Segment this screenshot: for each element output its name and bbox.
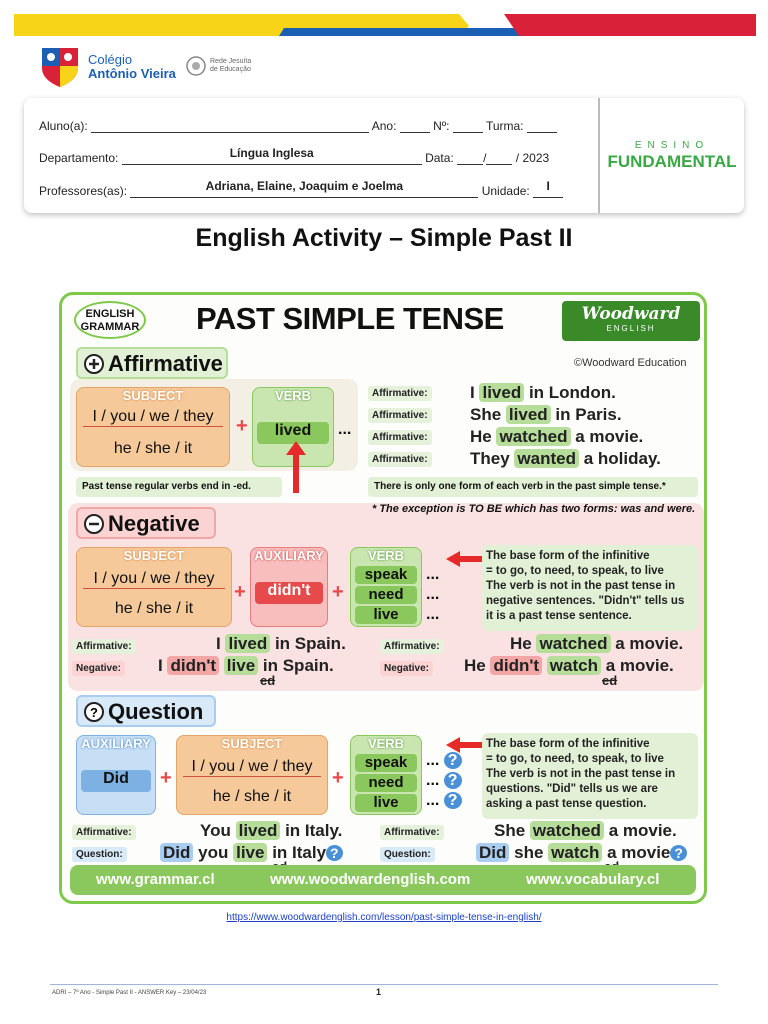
data-year: / 2023	[515, 151, 550, 165]
example-label: Question:	[380, 847, 435, 862]
turma-label: Turma:	[485, 119, 524, 133]
jesuit-network-icon	[186, 56, 206, 76]
data-day-field[interactable]	[457, 152, 483, 165]
departamento-value: Língua Inglesa	[229, 146, 314, 160]
affirmative-note-right: There is only one form of each verb in the past simple tense.*	[368, 477, 698, 497]
unidade-label: Unidade:	[481, 184, 530, 198]
affirmative-subject-box	[76, 387, 230, 467]
affirmative-example: He watched a movie.	[470, 427, 644, 446]
negative-example-right-neg: He didn't watch a movie.	[464, 656, 674, 675]
woodward-brand-sub: ENGLISH	[606, 324, 656, 333]
professores-field[interactable]	[130, 179, 478, 198]
question-mark-icon	[84, 702, 104, 722]
footer-link-woodward[interactable]: www.woodwardenglish.com	[270, 871, 471, 888]
negative-example-left-aff: I lived in Spain.	[216, 634, 346, 653]
plus-sign: +	[236, 415, 248, 437]
affirmative-examples	[368, 379, 688, 471]
plus-sign: +	[332, 767, 344, 789]
affirmative-example: She lived in Paris.	[470, 405, 622, 424]
departamento-field[interactable]	[122, 146, 422, 165]
example-label: Affirmative:	[368, 386, 432, 401]
footer-link-vocabulary[interactable]: www.vocabulary.cl	[526, 871, 660, 888]
plus-sign: +	[332, 581, 344, 603]
question-example-left-aff: You lived in Italy.	[200, 821, 343, 840]
affirmative-note-left: Past tense regular verbs end in -ed.	[76, 477, 282, 497]
negative-title: Negative	[108, 511, 200, 536]
example-label: Affirmative:	[380, 639, 444, 654]
svg-text:?: ?	[90, 705, 98, 720]
school-logo	[40, 46, 280, 90]
question-example-right-aff: She watched a movie.	[494, 821, 677, 840]
negative-example-right-aff: He watched a movie.	[510, 634, 684, 653]
fundamental-label: FUNDAMENTAL	[607, 152, 737, 171]
affirmative-formula	[70, 379, 358, 471]
negative-aux-box	[250, 547, 328, 627]
negative-note-line1: The base form of the infinitive	[486, 550, 650, 562]
school-name-line2: Antônio Vieira	[88, 66, 176, 81]
affirmative-example: I lived in London.	[470, 383, 616, 402]
example-label: Affirmative:	[72, 639, 136, 654]
negative-note-line3: The verb is not in the past tense in negative sentences. "Didn't" tells us it is a past tense sentence.	[486, 580, 685, 622]
page-footer	[50, 984, 718, 1004]
negative-header	[76, 507, 216, 539]
numero-label: Nº:	[433, 119, 450, 133]
negative-aux-head: AUXILIARY	[254, 548, 324, 563]
unidade-value: I	[546, 179, 550, 193]
negative-example-left-neg: I didn't live in Spain.	[158, 656, 334, 675]
exception-note: * The exception is TO BE which has two forms: was and were.	[372, 503, 696, 515]
example-label: Question:	[72, 847, 127, 862]
negative-verb-2: live	[355, 606, 417, 624]
english-grammar-badge: ENGLISH GRAMMAR	[74, 301, 146, 339]
question-note-line3: The verb is not in the past tense in questions. "Did" tells us we are asking a past tense question.	[486, 768, 676, 810]
question-dots: ... ? ... ? ... ?	[426, 751, 462, 811]
ano-field[interactable]	[400, 120, 430, 133]
network-name-line1: Rede Jesuíta	[210, 58, 252, 65]
footer-link-grammar[interactable]: www.grammar.cl	[96, 871, 215, 888]
data-month-field[interactable]	[486, 152, 512, 165]
data-label: Data:	[425, 151, 454, 165]
negative-verb-head: VERB	[367, 548, 405, 563]
plus-sign: +	[234, 581, 246, 603]
woodward-logo	[562, 301, 700, 341]
question-note-box	[482, 733, 698, 819]
negative-subject-head: SUBJECT	[123, 548, 185, 563]
affirmative-verb: lived	[257, 422, 329, 444]
question-verb-box	[350, 735, 422, 815]
school-name-line1: Colégio	[88, 52, 133, 67]
negative-subject-box	[76, 547, 232, 627]
example-label: Affirmative:	[368, 452, 432, 467]
strikethrough-ed: ed	[602, 673, 618, 688]
aluno-field[interactable]	[91, 120, 369, 133]
example-label: Affirmative:	[380, 825, 444, 840]
red-left-arrow-icon	[444, 735, 486, 755]
example-label: Affirmative:	[368, 430, 432, 445]
ano-label: Ano:	[371, 119, 397, 133]
top-color-band	[14, 14, 756, 36]
question-example-right-q: Did she watch a movie ?	[476, 843, 687, 863]
red-up-arrow-icon	[284, 439, 308, 495]
question-subject-box	[176, 735, 328, 815]
question-header	[76, 695, 216, 727]
unidade-field[interactable]	[533, 179, 563, 198]
affirmative-verb-head: VERB	[274, 388, 312, 403]
affirmative-title: Affirmative	[108, 351, 223, 376]
affirmative-subject-head: SUBJECT	[122, 388, 184, 403]
negative-aux: didn't	[255, 582, 323, 604]
question-verb-1: need	[355, 774, 417, 792]
copyright: ©Woodward Education	[574, 357, 687, 369]
negative-note-box	[482, 545, 698, 631]
aluno-label: Aluno(a):	[39, 119, 88, 133]
question-note-line1: The base form of the infinitive	[486, 738, 650, 750]
minus-icon	[84, 514, 104, 534]
ensino-label: ENSINO	[634, 140, 710, 151]
question-aux-box	[76, 735, 156, 815]
network-name-line2: de Educação	[210, 66, 251, 73]
example-label: Affirmative:	[368, 408, 432, 423]
question-subject-head: SUBJECT	[221, 736, 283, 751]
question-subject-line2: he / she / it	[212, 788, 292, 805]
professores-label: Professores(as):	[39, 184, 128, 198]
plus-sign: +	[160, 767, 172, 789]
ensino-fundamental-badge	[598, 98, 744, 213]
negative-verb-box	[350, 547, 422, 627]
negative-note-line2: = to go, to need, to speak, to live	[486, 565, 664, 577]
strikethrough-ed: ed	[260, 673, 276, 688]
plus-icon	[84, 354, 104, 374]
example-label: Negative:	[72, 661, 125, 676]
question-subject-line1: I / you / we / they	[183, 758, 321, 777]
woodward-brand: Woodward	[581, 304, 681, 324]
shield-icon	[40, 46, 80, 88]
infographic-heading: PAST SIMPLE TENSE	[196, 301, 504, 336]
negative-subject-line1: I / you / we / they	[83, 570, 225, 589]
page-number: 1	[376, 987, 382, 997]
numero-field[interactable]	[453, 120, 483, 133]
page-title: English Activity – Simple Past II	[195, 224, 573, 252]
question-verb-2: live	[355, 794, 417, 812]
departamento-label: Departamento:	[39, 151, 119, 165]
footer-text: ADRI – 7º Ano - Simple Past II - ANSWER Key – 23/04/23	[52, 990, 207, 996]
infographic-footer	[70, 865, 696, 895]
question-aux: Did	[81, 770, 151, 792]
example-label: Negative:	[380, 661, 433, 676]
question-example-left-q: Did you live in Italy ?	[160, 843, 343, 863]
negative-subject-line2: he / she / it	[114, 600, 194, 617]
past-simple-infographic	[59, 292, 707, 904]
question-title: Question	[108, 699, 204, 724]
negative-verb-0: speak	[355, 566, 417, 584]
question-verb-0: speak	[355, 754, 417, 772]
question-verb-head: VERB	[367, 736, 405, 751]
professores-value: Adriana, Elaine, Joaquim e Joelma	[205, 179, 404, 193]
red-left-arrow-icon	[444, 549, 486, 569]
student-info-form: Aluno(a): Ano: Nº: Turma: Departamento: Língua Inglesa Data: / / 2023 Professores(as): Adriana, Elaine, Joaquim e Joelma Unidade: I ENSINO FUNDAMENTAL	[24, 98, 744, 213]
question-aux-head: AUXILIARY	[81, 736, 151, 751]
affirmative-header	[76, 347, 228, 379]
question-note-line2: = to go, to need, to speak, to live	[486, 753, 664, 765]
affirmative-subject-line1: I / you / we / they	[83, 408, 223, 427]
turma-field[interactable]	[527, 120, 557, 133]
negative-dots: ... ... ...	[426, 566, 440, 623]
affirmative-example: They wanted a holiday.	[470, 449, 661, 468]
affirmative-dots: ...	[338, 421, 352, 438]
negative-verb-1: need	[355, 586, 417, 604]
source-link[interactable]: https://www.woodwardenglish.com/lesson/past-simple-tense-in-english/	[226, 912, 542, 923]
affirmative-subject-line2: he / she / it	[113, 440, 193, 457]
example-label: Affirmative:	[72, 825, 136, 840]
